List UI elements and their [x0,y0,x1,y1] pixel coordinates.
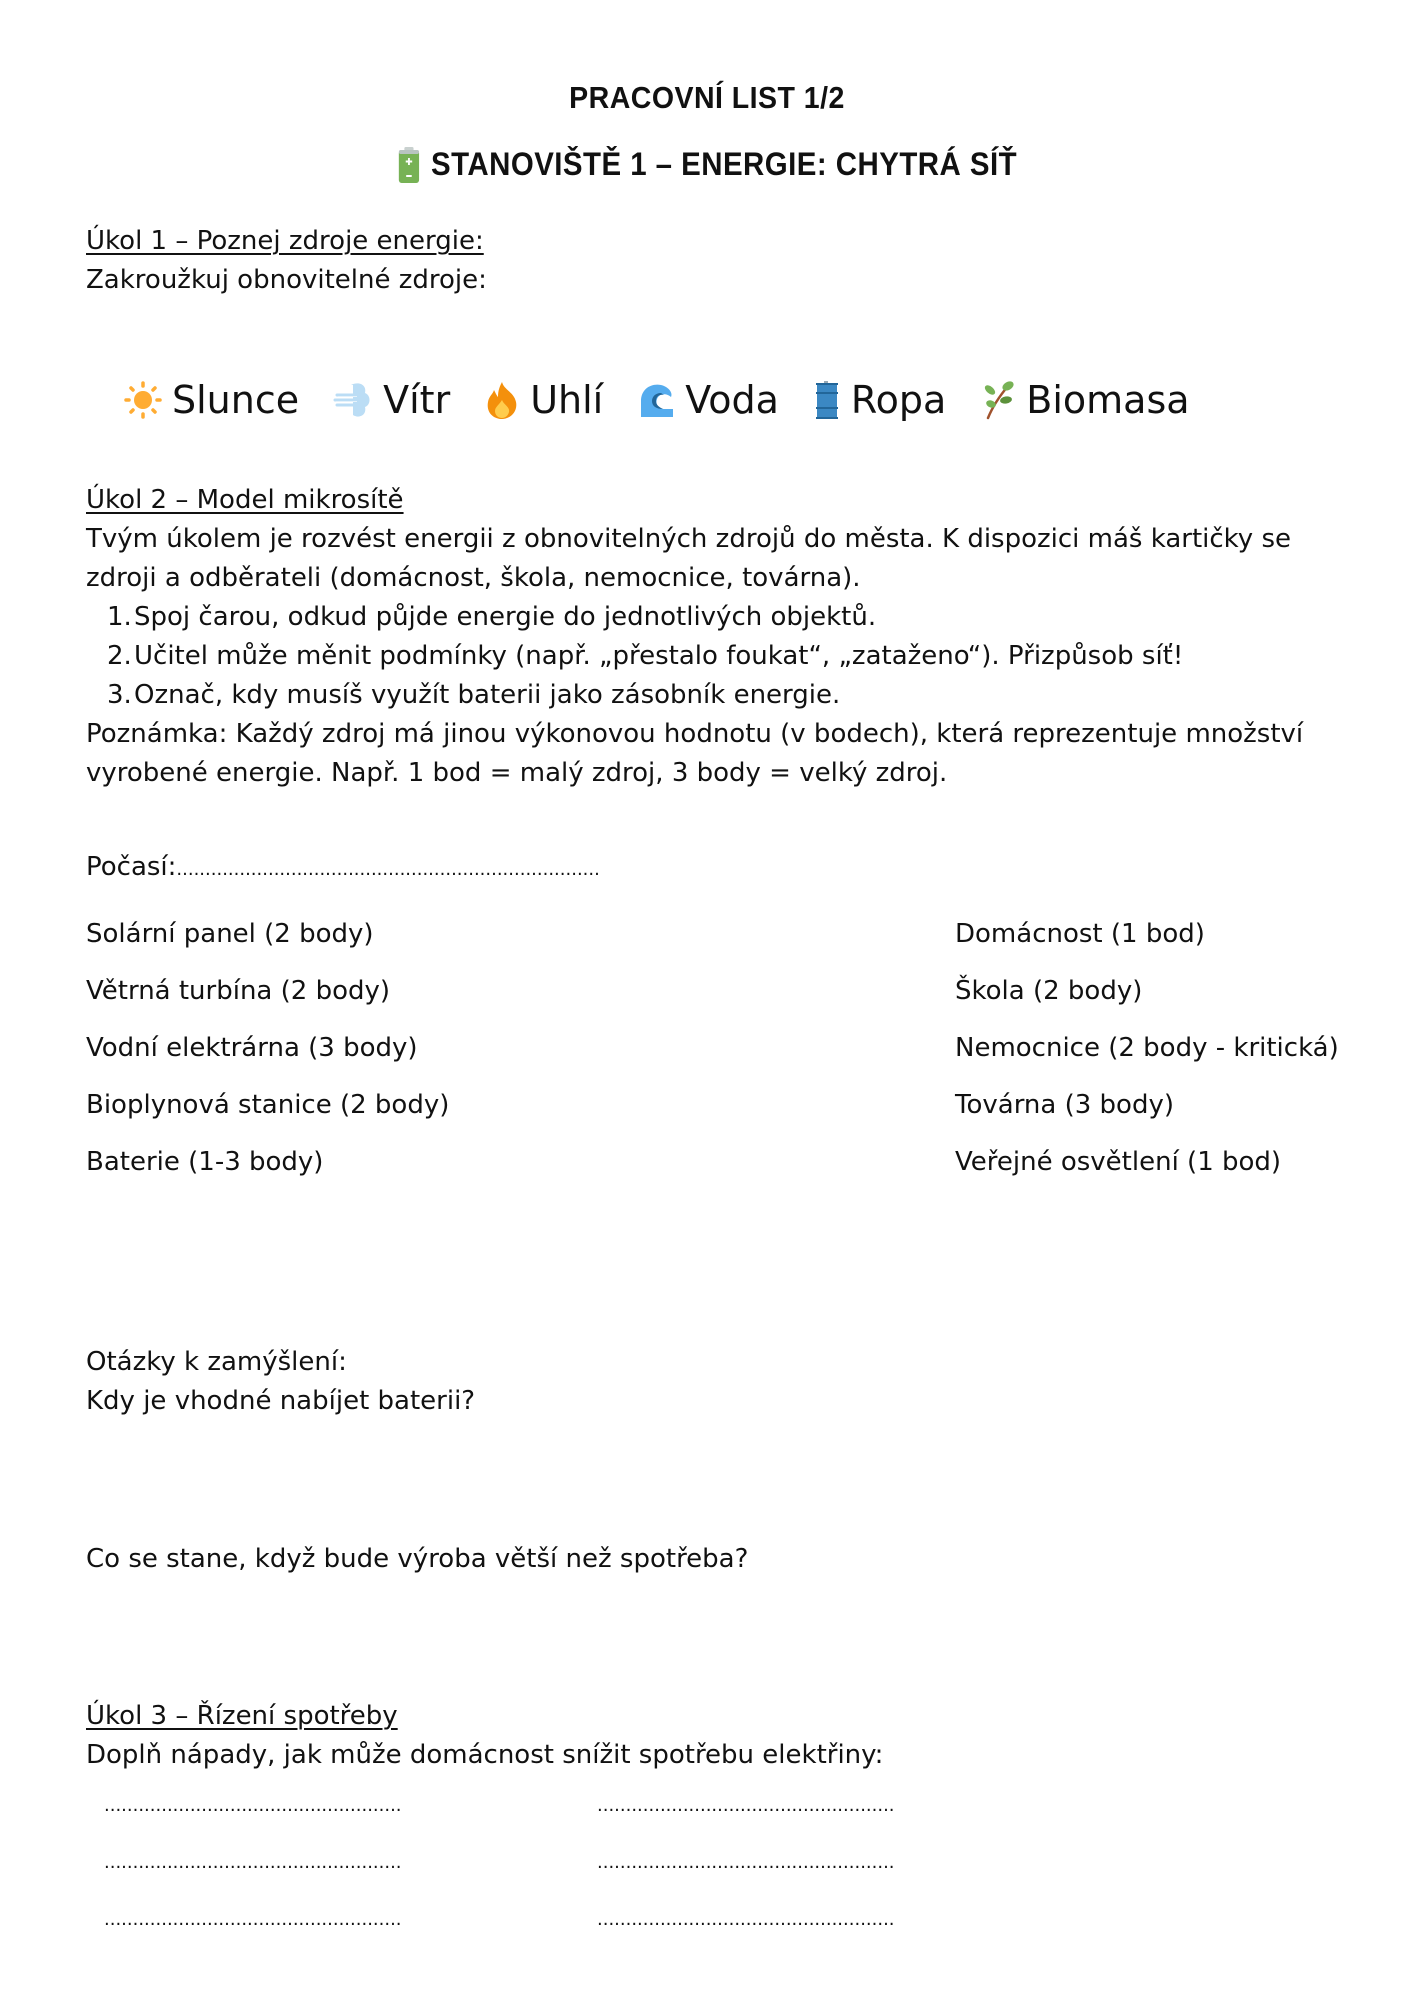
wind-icon [333,381,373,419]
weather-blank[interactable]: .......................................................................... [176,859,600,880]
step-text: Učitel může měnit podmínky (např. „přestalo foukat“, „zataženo“). Přizpůsob síť! [134,641,1184,671]
consumer-card: Domácnost (1 bod) [955,919,1205,949]
idea-blank[interactable]: .................................................... [104,1795,402,1816]
questions-heading: Otázky k zamýšlení: [86,1347,347,1377]
task2-steps [86,598,1183,715]
source-option[interactable] [333,378,450,422]
task2-step: 2. Učitel může měnit podmínky (např. „přestalo foukat“, „zataženo“). Přizpůsob síť! [107,641,1184,671]
source-option[interactable] [484,378,603,422]
idea-blank[interactable]: .................................................... [104,1909,402,1930]
energy-sources-row [124,378,1224,422]
consumer-card: Nemocnice (2 body - kritická) [955,1033,1339,1063]
source-label: Ropa [850,378,947,422]
step-text: Spoj čarou, odkud půjde energie do jednotlivých objektů. [134,602,877,632]
battery-icon [397,147,419,183]
source-option[interactable] [124,378,299,422]
fire-icon [484,380,520,420]
worksheet-title: PRACOVNÍ LIST 1/2 [569,80,845,115]
idea-blank[interactable]: .................................................... [597,1852,895,1873]
task3-heading: Úkol 3 – Řízení spotřeby [86,1701,398,1731]
task2-heading: Úkol 2 – Model mikrosítě [86,485,404,515]
station-heading-text: STANOVIŠTĚ 1 – ENERGIE: CHYTRÁ SÍŤ [430,146,1017,182]
question-2: Co se stane, když bude výroba větší než spotřeba? [86,1544,749,1574]
question-1: Kdy je vhodné nabíjet baterii? [86,1386,476,1416]
task2-step: 3. Označ, kdy musíš využít baterii jako zásobník energie. [107,680,841,710]
task2-intro-line1: Tvým úkolem je rozvést energii z obnovitelných zdrojů do města. K dispozici máš kartičky se [86,524,1292,554]
source-card: Vodní elektrárna (3 body) [86,1033,418,1063]
source-label: Biomasa [1026,378,1190,422]
idea-blank[interactable]: .................................................... [597,1909,895,1930]
source-option[interactable] [637,378,779,422]
source-card: Baterie (1-3 body) [86,1147,324,1177]
task2-note-line2: vyrobené energie. Např. 1 bod = malý zdroj, 3 body = velký zdroj. [86,758,948,788]
weather-label: Počasí: [86,852,177,882]
task2-note-line1: Poznámka: Každý zdroj má jinou výkonovou hodnotu (v bodech), která reprezentuje množství [86,719,1304,749]
idea-blank[interactable]: .................................................... [104,1852,402,1873]
wave-icon [637,381,675,419]
source-card: Větrná turbína (2 body) [86,976,391,1006]
task1-instruction: Zakroužkuj obnovitelné zdroje: [86,265,487,295]
source-label: Slunce [172,378,300,422]
sun-icon [124,381,162,419]
weather-field [86,848,600,889]
task3-instruction: Doplň nápady, jak může domácnost snížit spotřebu elektřiny: [86,1740,884,1770]
herb-icon [980,380,1016,420]
oil-barrel-icon [813,380,841,420]
consumer-card: Veřejné osvětlení (1 bod) [955,1147,1282,1177]
task2-intro-line2: zdroji a odběrateli (domácnost, škola, nemocnice, továrna). [86,563,861,593]
step-text: Označ, kdy musíš využít baterii jako zásobník energie. [134,680,841,710]
source-card: Solární panel (2 body) [86,919,374,949]
task2-step: 1. Spoj čarou, odkud půjde energie do jednotlivých objektů. [107,602,877,632]
task1-heading: Úkol 1 – Poznej zdroje energie: [86,226,484,256]
station-heading [0,146,1414,191]
source-label: Uhlí [530,378,604,422]
source-label: Vítr [383,378,451,422]
source-label: Voda [685,378,779,422]
consumer-card: Továrna (3 body) [955,1090,1174,1120]
idea-blank[interactable]: .................................................... [597,1795,895,1816]
source-option[interactable] [980,378,1189,422]
source-card: Bioplynová stanice (2 body) [86,1090,450,1120]
consumer-card: Škola (2 body) [955,976,1143,1006]
source-option[interactable] [813,378,946,422]
